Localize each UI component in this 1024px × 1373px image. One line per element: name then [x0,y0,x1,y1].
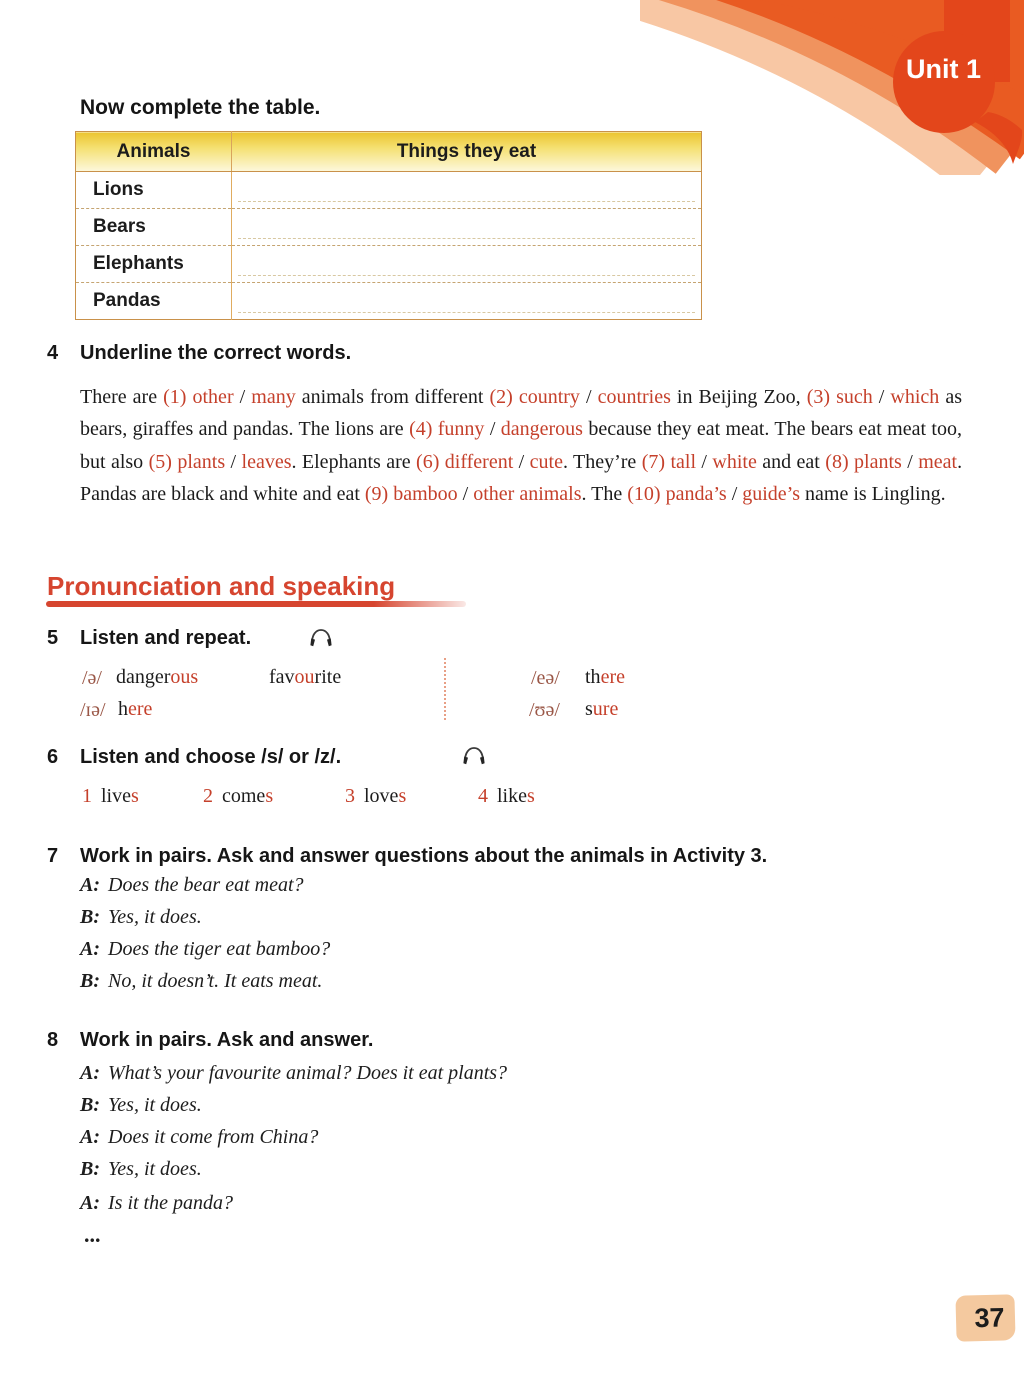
phonetic-symbol: /eə/ [531,667,560,689]
dialog-text: No, it doesn’t. It eats meat. [108,970,323,992]
activity6-number: 6 [47,746,59,768]
dialog-speaker: A: [80,874,100,896]
activity4-paragraph: There are (1) other / many animals from different (2) country / countries in Beijing Zoo, (3) such / which as bears, giraffes and pandas. The lions are (4) funny / dangerous because they eat meat. The bears eat meat too, but also (5) plants / leaves. Elephants are (6) different / cute. They’re (7) tall / white and eat (8) plants / meat. Pandas are black and white and eat (9) bamboo / other animals. The (10) panda’s / guide’s name is Lingling. [80,386,963,505]
activity5-number: 5 [47,627,59,649]
sound-item-word: loves [364,785,407,807]
dialog-line [80,1192,233,1215]
activity6-title: Listen and choose /s/ or /z/. [80,746,342,768]
dialog-line [80,938,330,961]
sound-item-number: 4 [478,785,488,807]
table-row [76,172,702,209]
activity4-title: Underline the correct words. [80,342,352,364]
dialog-speaker: A: [80,1192,100,1214]
table-row [76,283,702,320]
answer-cell [232,209,702,246]
dialog-text: Yes, it does. [108,1158,202,1180]
dialog-text: What’s your favourite animal? Does it eat plants? [108,1062,508,1084]
dialog-text: Does the bear eat meat? [108,874,304,896]
dialog-line [80,1126,318,1149]
dialog-speaker: A: [80,1126,100,1148]
activity8-title: Work in pairs. Ask and answer. [80,1029,374,1051]
column-header-animals: Animals [76,132,232,172]
phonetics-column-divider [444,658,446,720]
activity4-number: 4 [47,342,59,364]
dialog-line [80,874,304,897]
answer-cell [232,172,702,209]
dialog-line [80,906,202,929]
dialog-text: Does it come from China? [108,1126,319,1148]
sound-item [345,785,406,808]
dialog-speaker: B: [80,970,100,992]
sound-item-word: lives [101,785,139,807]
phonetic-word: favourite [269,666,342,688]
dialog-line [80,1062,507,1085]
dialog-ellipsis: ... [84,1222,101,1247]
dialog-speaker: B: [80,1158,100,1180]
sound-item [82,785,139,808]
answer-line [238,275,695,276]
complete-table-heading: Now complete the table. [80,96,321,119]
phonetic-symbol: /ʊə/ [529,699,560,721]
table-row [76,209,702,246]
dialog-line [80,1158,202,1181]
sound-item-word: likes [497,785,535,807]
headphones-icon [307,626,335,650]
dialog-line [80,1094,202,1117]
activity7-number: 7 [47,845,59,867]
pronunciation-section-title: Pronunciation and speaking [47,571,396,601]
phonetic-word: sure [585,698,619,720]
phonetic-symbol: /ɪə/ [80,699,106,721]
animal-name: Lions [76,172,232,209]
answer-line [238,238,695,239]
answer-line [238,312,695,313]
page-number-badge: 37 [955,1294,1015,1342]
sound-item-number: 3 [345,785,355,807]
dialog-line [80,970,322,993]
activity8-number: 8 [47,1029,59,1051]
column-header-things: Things they eat [232,132,702,172]
answer-line [238,201,695,202]
answer-cell [232,283,702,320]
table-row [76,246,702,283]
dialog-speaker: B: [80,1094,100,1116]
phonetic-word: dangerous [116,666,199,688]
answer-cell [232,246,702,283]
phonetic-word: there [585,666,625,688]
sound-item-number: 2 [203,785,213,807]
headphones-icon [460,744,488,768]
dialog-text: Is it the panda? [108,1192,233,1214]
dialog-speaker: A: [80,1062,100,1084]
table-header-row [76,132,702,172]
dialog-text: Yes, it does. [108,1094,202,1116]
unit-label: Unit 1 [906,54,982,84]
phonetic-word: here [118,698,153,720]
animal-name: Pandas [76,283,232,320]
phonetic-symbol: /ə/ [82,667,102,689]
sound-item [478,785,535,808]
sound-item-number: 1 [82,785,92,807]
animals-table [75,131,702,320]
activity5-title: Listen and repeat. [80,627,252,649]
dialog-text: Does the tiger eat bamboo? [108,938,331,960]
animal-name: Bears [76,209,232,246]
animal-name: Elephants [76,246,232,283]
dialog-speaker: A: [80,938,100,960]
activity7-title: Work in pairs. Ask and answer questions about the animals in Activity 3. [80,845,768,867]
pronunciation-title-underline [46,601,466,607]
dialog-text: Yes, it does. [108,906,202,928]
sound-item-word: comes [222,785,274,807]
dialog-speaker: B: [80,906,100,928]
sound-item [203,785,273,808]
